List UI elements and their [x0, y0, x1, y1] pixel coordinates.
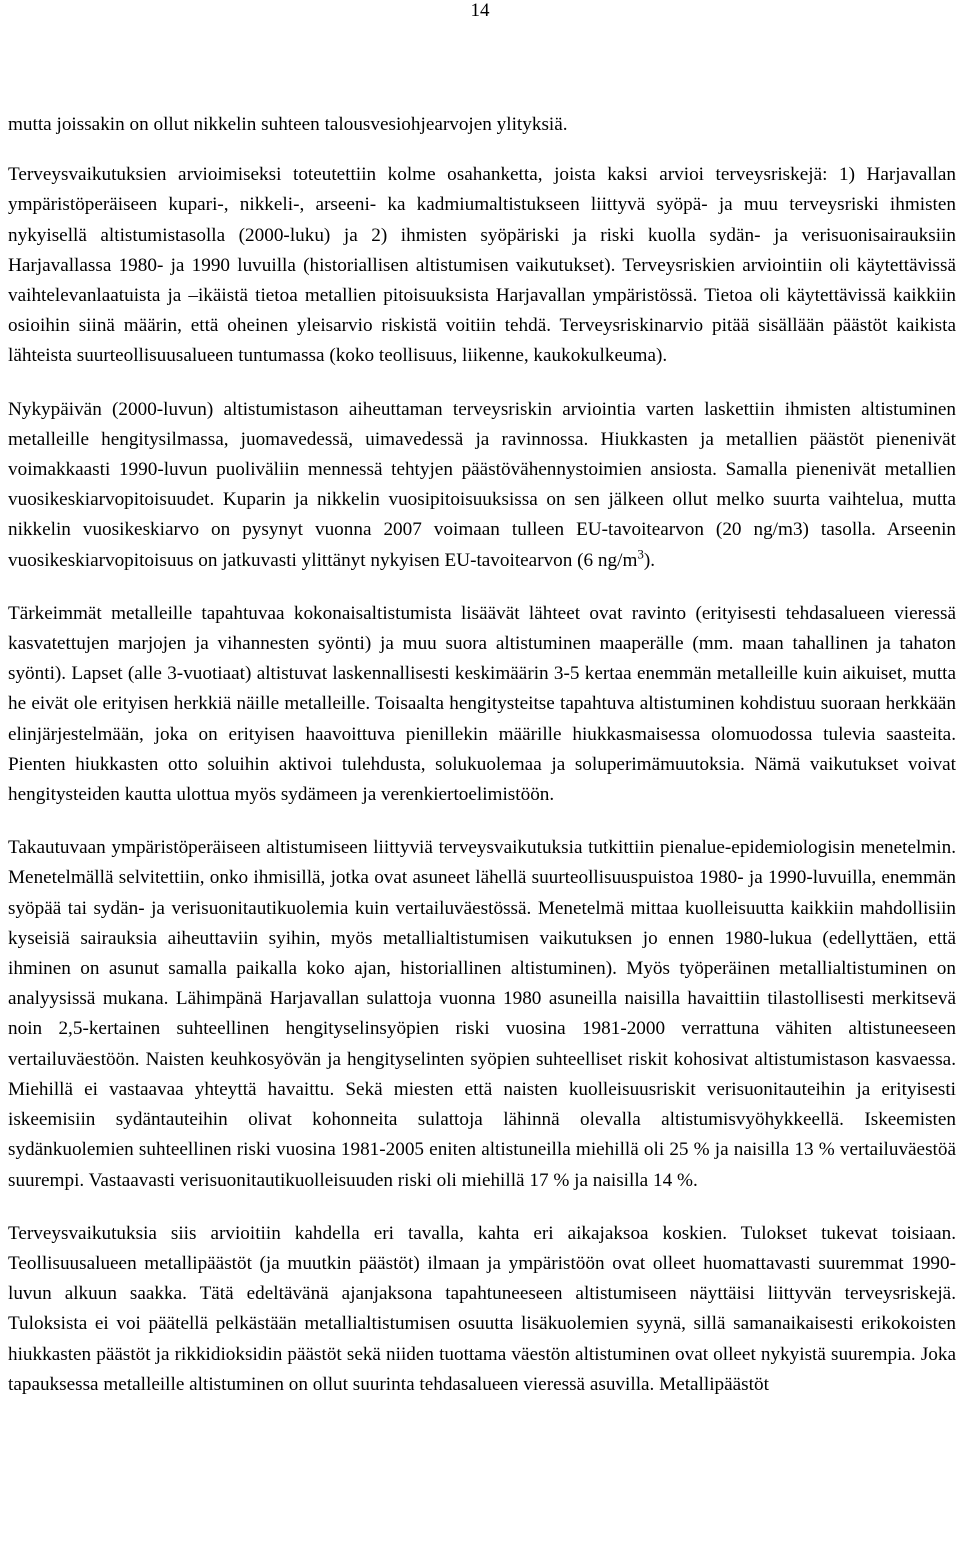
document-body: [8, 110, 956, 1423]
page-number: 14: [470, 0, 490, 21]
paragraph-2: Terveysvaikutuksien arvioimiseksi toteutettiin kolme osahanketta, joista kaksi arvioi terveysriskejä: 1) Harjavallan ympäristöperäiseen kupari-, nikkeli-, arseeni- ka kadmiumaltistukseen liittyvä syöpä- ja muu terveysriski ihmisten nykyisellä altistumistasolla (2000-luku) ja 2) ihmisten syöpäriski ja riski kuolla sydän- ja verisuonisairauksiin Harjavallassa 1980- ja 1990 luvuilla (historiallisen altistumisen vaikutukset). Terveysriskien arviointiin oli käytettävissä vaihtelevanlaatuista ja –ikäistä tietoa metallien pitoisuuksista Harjavallan ympäristössä. Tietoa oli käytettävissä kaikkiin osioihin siinä määrin, että oheinen yleisarvio riskistä voitiin tehdä. Terveysriskinarvio pitää sisällään päästöt kaikista lähteista suurteollisuusalueen tuntumassa (koko teollisuus, liikenne, kaukokulkeuma).: [8, 164, 956, 367]
paragraph-4: Tärkeimmät metalleille tapahtuvaa kokonaisaltistumista lisäävät lähteet ovat ravinto (erityisesti tehdasalueen vieressä kasvatettujen marjojen ja vihannesten syönti) ja muu suora altistuminen maaperälle (mm. maan tahallinen ja tahaton syönti). Lapset (alle 3-vuotiaat) altistuvat laskennallisesti keskimäärin 3-5 kertaa enemmän metalleille kuin aikuiset, mutta he eivät ole erityisen herkkiä näille metalleille. Toisaalta hengitysteitse tapahtuva altistuminen kohdistuu suoraan herkkään elinjärjestelmään, joka on erityisen haavoittuva pienillekin määrille hiukkasmaisessa olomuodossa tulevia saasteita. Pienten hiukkasten otto soluihin aktivoi tulehdusta, solukuolemaa ja soluperimämuutoksia. Nämä vaikutukset voivat hengitysteiden kautta ulottua myös sydämeen ja verenkiertoelimistöön.: [8, 602, 956, 806]
paragraph-3-tail: ).: [643, 549, 656, 571]
paragraph-5: Takautuvaan ympäristöperäiseen altistumiseen liittyviä terveysvaikutuksia tutkittiin pienalue-epidemiologisin menetelmin. Menetelmällä selvitettiin, onko ihmisillä, jotka ovat asuneet lähellä suurteollisuuspuistoa 1980- ja 1990-luvuilla, enemmän syöpää tai sydän- ja verisuonitautikuolemia kuin vertailuväestössä. Menetelmä mittaa kuolleisuutta kaikkiin mahdollisiin kyseisiä sairauksia aiheuttaviin syihin, myös metallialtistumisen vaikutuksen jo ennen 1980-lukua (edellyttäen, että ihminen on asunut samalla paikalla koko ajan, historiallinen altistuminen). Myös työperäinen metallialtistuminen on analyysissä mukana. Lähimpänä Harjavallan sulattoja vuonna 1980 asuneilla naisilla havaittiin tilastollisesti merkitsevä noin 2,5-kertainen suhteellinen hengityselinsyöpien riski vuosina 1981-2000 verrattuna vähiten altistuneeseen vertailuväestöön. Naisten keuhkosyövän ja hengityselinten syöpien suhteelliset riskit kohosivat altistumistason kasvaessa. Miehillä ei vastaavaa yhteyttä havaittu. Sekä miesten että naisten kuolleisuusriskit verisuonitauteihin ja erityisesti iskeemisiin sydäntauteihin olivat kohonneita sulattoja lähinnä olevalla altistumisvyöhykkeellä. Iskeemisten sydänkuolemien suhteellinen riski vuosina 1981-2005 eniten altistuneilla miehillä oli 25 % ja naisilla 13 % vertailuväestöä suurempi. Vastaavasti verisuonitautikuolleisuuden riski oli miehillä 17 % ja naisilla 14 %.: [8, 837, 956, 1191]
paragraph-3-text: Nykypäivän (2000-luvun) altistumistason aiheuttaman terveysriskin arviointia varten laskettiin ihmisten altistuminen metalleille hengitysilmassa, juomavedessä, uimavedessä ja ravinnossa. Hiukkasten ja metallien päästöt pienenivät voimakkaasti 1990-luvun puoliväliin mennessä tehtyjen päästövähennystoimien ansiosta. Samalla pienenivät metallien vuosikeskiarvopitoisuudet. Kuparin ja nikkelin vuosipitoisuuksissa on sen jälkeen ollut melko suurta vaihtelua, mutta nikkelin vuosikeskiarvo on pysynyt vuonna 2007 voimaan tulleen EU-tavoitearvon (20 ng/m3) tasolla. Arseenin vuosikeskiarvopitoisuus on jatkuvasti ylittänyt nykyisen EU-tavoitearvon (6 ng/m: [8, 398, 956, 571]
paragraph-6: Terveysvaikutuksia siis arvioitiin kahdella eri tavalla, kahta eri aikajaksoa koskien. Tulokset tukevat toisiaan. Teollisuusalueen metallipäästöt (ja muutkin päästöt) ilmaan ja ympäristöön ovat olleet huomattavasti suuremmat 1990-luvun alkuun saakka. Tätä edeltävänä ajanjaksona tapahtuneeseen altistumiseen näyttäisi liittyvän terveysriskejä. Tuloksista ei voi päätellä pelkästään metallialtistumisen osuutta lisäkuolemien syynä, sillä samanaikaisesti erikokoisten hiukkasten päästöt ja rikkidioksidin päästöt sekä niiden tuottama väestön altistuminen ovat olleet nykyistä suurempia. Joka tapauksessa metalleille altistuminen on ollut suurinta tehdasalueen vieressä asuvilla. Metallipäästöt: [8, 1222, 956, 1395]
paragraph-1: mutta joissakin on ollut nikkelin suhteen talousvesiohjearvojen ylityksiä.: [8, 114, 568, 135]
paragraph-3: [8, 395, 956, 576]
superscript-3: 3: [637, 546, 644, 562]
